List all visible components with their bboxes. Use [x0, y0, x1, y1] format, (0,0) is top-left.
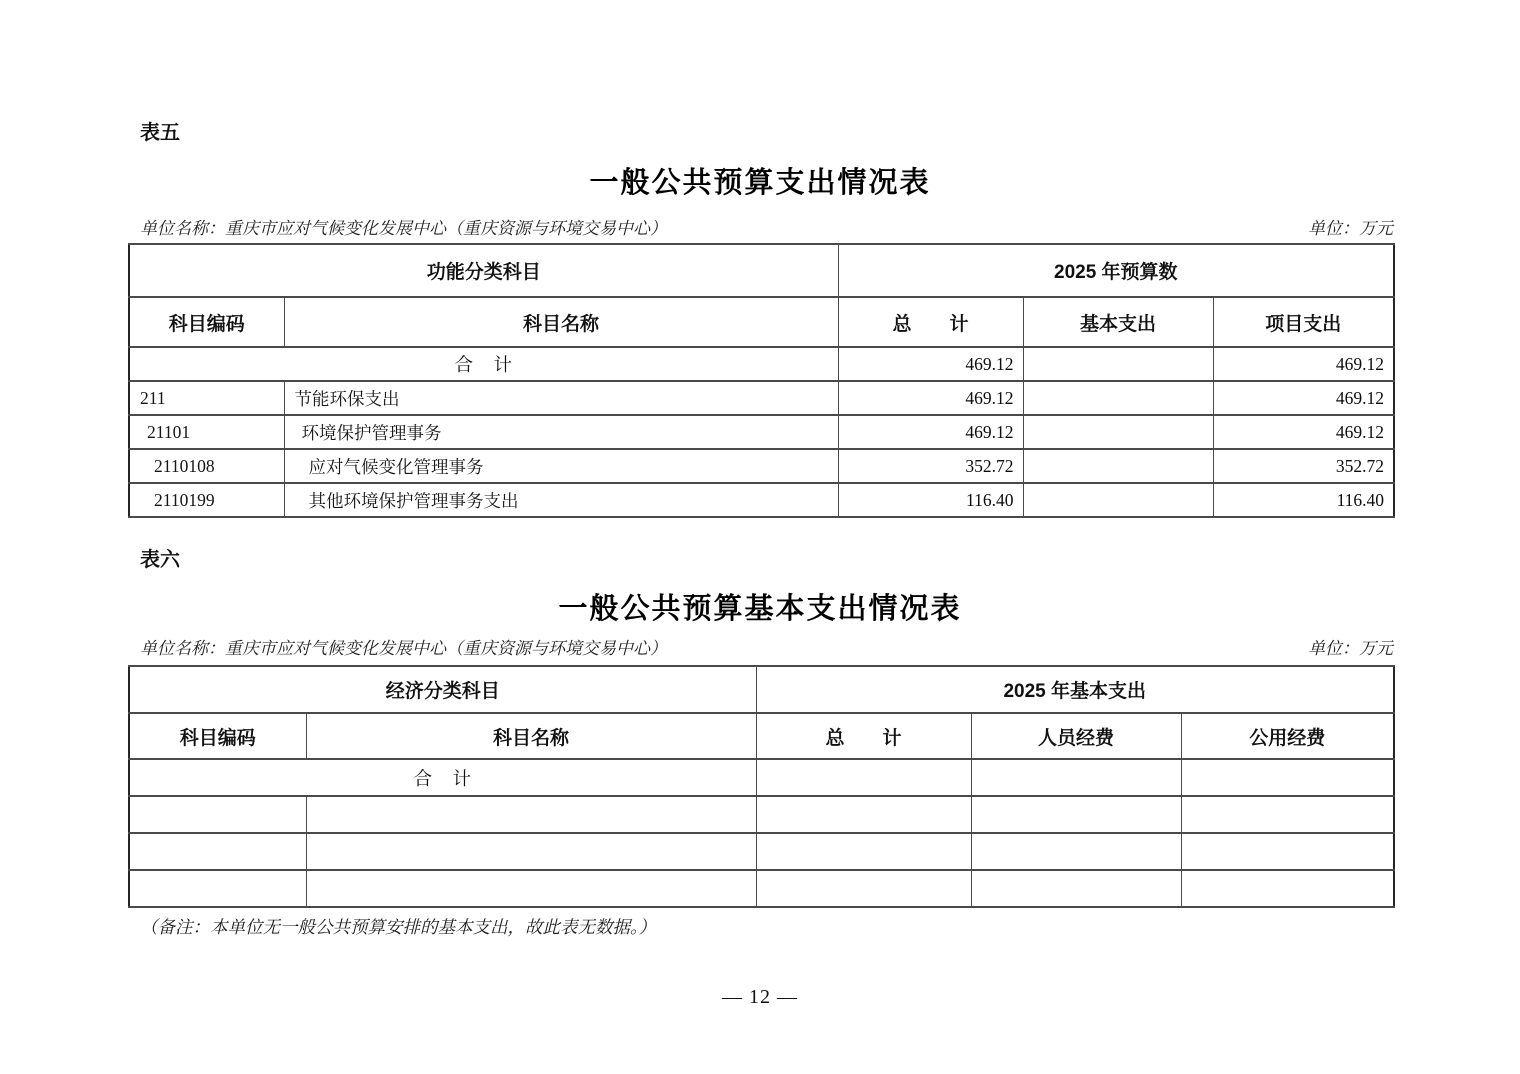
total-value-cell: 352.72: [838, 449, 1023, 483]
table6-empty-row: [129, 796, 1394, 833]
code-cell: 2110108: [129, 449, 284, 483]
table6-basic-2025-header: 2025 年基本支出: [756, 666, 1394, 713]
total-value-cell: [756, 759, 971, 796]
table6-col-total: 总 计: [756, 713, 971, 759]
basic-value-cell: [1023, 449, 1213, 483]
table6-unit-label: 单位：万元: [1308, 639, 1393, 658]
table5-row: [129, 449, 1394, 483]
empty-value-cell: [971, 833, 1181, 870]
table6-col-public: 公用经费: [1181, 713, 1394, 759]
table5-col-total: 总 计: [838, 297, 1023, 347]
code-cell: 211: [129, 381, 284, 415]
total-value-cell: 469.12: [838, 347, 1023, 381]
table6-title: 一般公共预算基本支出情况表: [558, 593, 962, 625]
table5-sub-header-row: [129, 297, 1394, 347]
table5-budget-expenditure-table: [128, 243, 1395, 518]
total-label-cell: 合 计: [129, 347, 838, 381]
total-value-cell: 116.40: [838, 483, 1023, 517]
empty-name-cell: [306, 796, 756, 833]
code-cell: 21101: [129, 415, 284, 449]
table6-note: （备注：本单位无一般公共预算安排的基本支出，故此表无数据。）: [140, 917, 657, 937]
total-label-cell: 合 计: [129, 759, 756, 796]
empty-value-cell: [1181, 796, 1394, 833]
table5-group-header-row: [129, 244, 1394, 297]
table6-group-header-row: [129, 666, 1394, 713]
basic-value-cell: [1023, 415, 1213, 449]
table5-row: [129, 483, 1394, 517]
table5-unit-name: 单位名称：重庆市应对气候变化发展中心（重庆资源与环境交易中心）: [140, 219, 667, 238]
table5-col-name: 科目名称: [284, 297, 838, 347]
code-cell: 2110199: [129, 483, 284, 517]
name-cell: 应对气候变化管理事务: [284, 449, 838, 483]
table6-empty-row: [129, 833, 1394, 870]
empty-value-cell: [971, 796, 1181, 833]
empty-value-cell: [756, 833, 971, 870]
empty-value-cell: [756, 870, 971, 907]
table5-total-row: [129, 347, 1394, 381]
project-value-cell: 352.72: [1213, 449, 1394, 483]
table6-col-code: 科目编码: [129, 713, 306, 759]
table5-row: [129, 415, 1394, 449]
empty-value-cell: [1181, 870, 1394, 907]
project-value-cell: 116.40: [1213, 483, 1394, 517]
table6-basic-expenditure-table: [128, 665, 1395, 908]
table5-unit-label: 单位：万元: [1308, 219, 1393, 238]
empty-code-cell: [129, 796, 306, 833]
table6-total-row: [129, 759, 1394, 796]
table6-economic-classification-header: 经济分类科目: [129, 666, 756, 713]
table6-sub-header-row: [129, 713, 1394, 759]
table5-budget-2025-header: 2025 年预算数: [838, 244, 1394, 297]
table6-empty-row: [129, 870, 1394, 907]
name-cell: 其他环境保护管理事务支出: [284, 483, 838, 517]
basic-value-cell: [1023, 381, 1213, 415]
table5-functional-classification-header: 功能分类科目: [129, 244, 838, 297]
table5-col-basic: 基本支出: [1023, 297, 1213, 347]
name-cell: 环境保护管理事务: [284, 415, 838, 449]
table5-title: 一般公共预算支出情况表: [589, 167, 931, 199]
empty-value-cell: [756, 796, 971, 833]
table6-tag: 表六: [140, 549, 180, 571]
project-value-cell: 469.12: [1213, 381, 1394, 415]
table5-row: [129, 381, 1394, 415]
table6-unit-name: 单位名称：重庆市应对气候变化发展中心（重庆资源与环境交易中心）: [140, 639, 667, 658]
table5-col-project: 项目支出: [1213, 297, 1394, 347]
project-value-cell: 469.12: [1213, 415, 1394, 449]
empty-code-cell: [129, 833, 306, 870]
name-cell: 节能环保支出: [284, 381, 838, 415]
table5-meta-row: [140, 214, 1393, 239]
page-number: — 12 —: [722, 986, 798, 1008]
empty-value-cell: [971, 870, 1181, 907]
basic-value-cell: [1023, 483, 1213, 517]
project-value-cell: 469.12: [1213, 347, 1394, 381]
empty-code-cell: [129, 870, 306, 907]
public-value-cell: [1181, 759, 1394, 796]
empty-name-cell: [306, 870, 756, 907]
personnel-value-cell: [971, 759, 1181, 796]
table6-col-name: 科目名称: [306, 713, 756, 759]
total-value-cell: 469.12: [838, 415, 1023, 449]
empty-name-cell: [306, 833, 756, 870]
basic-value-cell: [1023, 347, 1213, 381]
table6-meta-row: [140, 634, 1393, 659]
table6-col-personnel: 人员经费: [971, 713, 1181, 759]
empty-value-cell: [1181, 833, 1394, 870]
table5-col-code: 科目编码: [129, 297, 284, 347]
total-value-cell: 469.12: [838, 381, 1023, 415]
table5-tag: 表五: [140, 122, 180, 144]
